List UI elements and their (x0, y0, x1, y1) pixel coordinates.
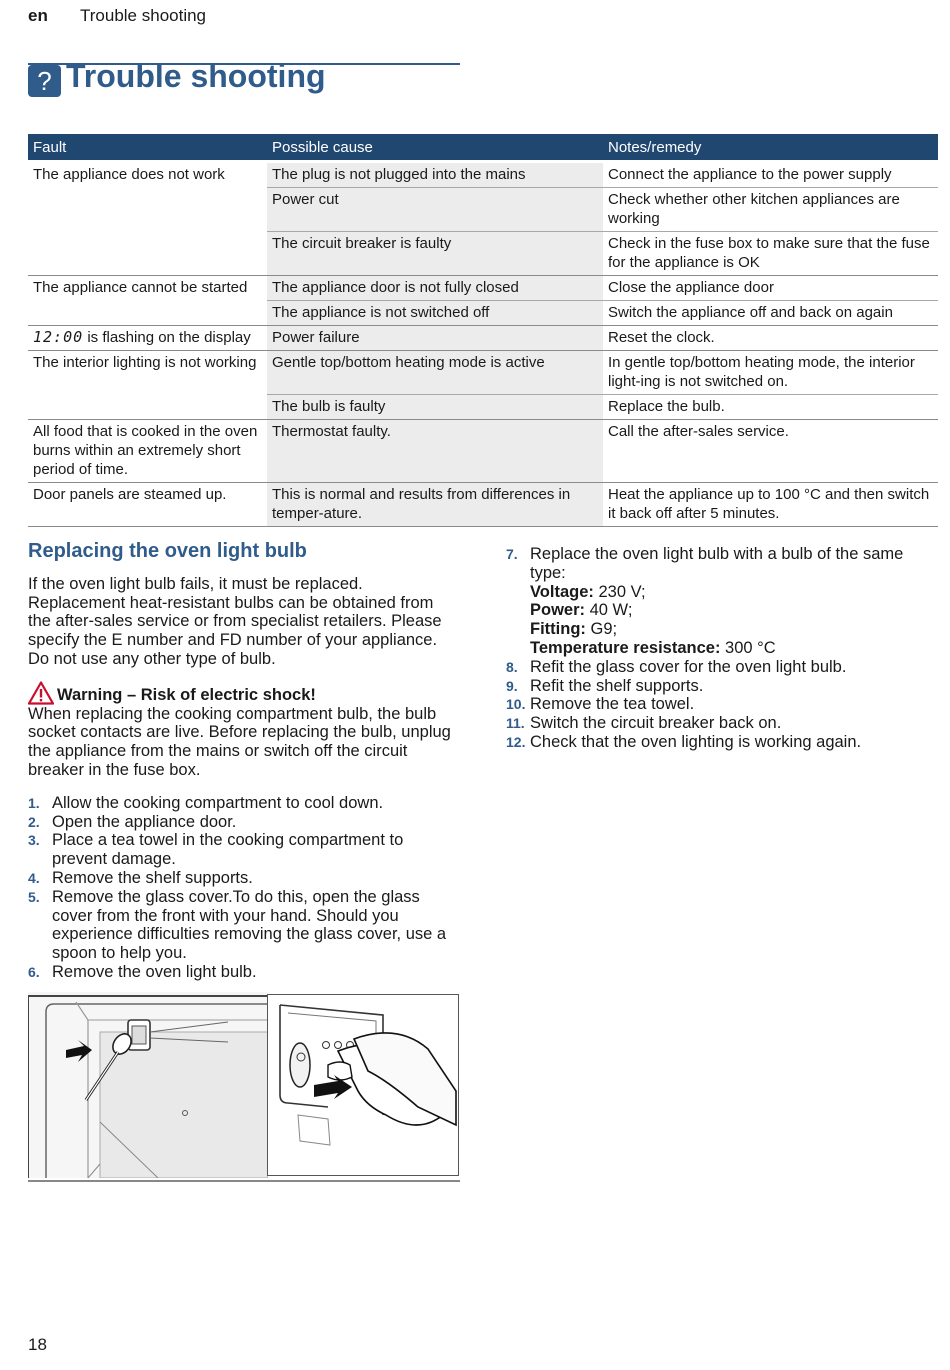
list-item (506, 733, 936, 752)
cause-cell: The plug is not plugged into the mains (267, 162, 603, 188)
spec-label: Temperature resistance: (530, 638, 721, 657)
column-header-remedy: Notes/remedy (603, 134, 938, 162)
language-code: en (28, 6, 48, 25)
remedy-cell: In gentle top/bottom heating mode, the interior light-ing is not switched on. (603, 351, 938, 395)
fault-cell (28, 301, 267, 326)
step-text: Place a tea towel in the cooking compartment to prevent damage. (52, 831, 404, 869)
spec-label: Voltage: (530, 582, 594, 601)
step-text: Allow the cooking compartment to cool down. (52, 793, 384, 812)
step-text: Check that the oven lighting is working again. (530, 732, 862, 751)
section-name: Trouble shooting (80, 6, 207, 25)
step-number: 11. (506, 715, 525, 732)
cause-cell: Power cut (267, 188, 603, 232)
remedy-cell: Close the appliance door (603, 276, 938, 301)
list-item (28, 888, 460, 963)
intro-paragraph: If the oven light bulb fails, it must be replaced. Replacement heat-resistant bulbs can be obtained from the after-sales service or from specialist retailers. Please specify the E number and FD number of your appliance. Do not use any other type of bulb. (28, 574, 442, 668)
table-row (28, 351, 938, 395)
spec-value: 230 V; (598, 582, 646, 601)
step-number: 12. (506, 733, 526, 750)
table-row (28, 395, 938, 420)
step-number: 5. (28, 888, 40, 905)
display-digits: 12:00 (33, 328, 84, 346)
table-row (28, 326, 938, 351)
list-item (28, 794, 460, 813)
fault-cell: All food that is cooked in the oven burns within an extremely short period of time. (28, 420, 267, 483)
spec-label: Fitting: (530, 620, 586, 639)
step-number: 1. (28, 794, 40, 811)
table-row (28, 420, 938, 483)
page-number: 18 (28, 1335, 47, 1354)
fault-cell: The appliance cannot be started (28, 276, 267, 301)
spec-label: Power: (530, 601, 586, 620)
cause-cell: The circuit breaker is faulty (267, 232, 603, 276)
warning-heading (28, 686, 460, 705)
remedy-cell: Call the after-sales service. (603, 420, 938, 483)
step-number: 7. (506, 546, 518, 562)
step-number: 2. (28, 813, 40, 830)
remedy-cell: Replace the bulb. (603, 395, 938, 420)
fault-cell (28, 232, 267, 276)
column-header-fault: Fault (28, 134, 267, 162)
remedy-cell: Check whether other kitchen appliances are working (603, 188, 938, 232)
left-column (28, 542, 460, 982)
spoon-removing-glass-cover-illustration (28, 992, 268, 1178)
step-text: Remove the glass cover.To do this, open the glass cover from the front with your hand. Should you experience difficulties removing the glass cover, use a spoon to help you. (52, 887, 447, 963)
step-number: 9. (506, 677, 518, 694)
remedy-cell: Check in the fuse box to make sure that the fuse for the appliance is OK (603, 232, 938, 276)
warning-text: When replacing the cooking compartment bulb, the bulb socket contacts are live. Before replacing the bulb, unplug the appliance from the mains or switch off the circuit breaker in the fuse box. (28, 704, 451, 779)
table-header-row (28, 134, 938, 162)
remedy-cell: Switch the appliance off and back on again (603, 301, 938, 326)
cause-cell: Thermostat faulty. (267, 420, 603, 483)
table-row (28, 188, 938, 232)
step-text: Remove the shelf supports. (52, 868, 253, 887)
section-heading: Replacing the oven light bulb (28, 540, 307, 562)
remedy-cell: Reset the clock. (603, 326, 938, 351)
table-row (28, 301, 938, 326)
cause-cell: This is normal and results from differences in temper-ature. (267, 483, 603, 527)
list-item (28, 831, 460, 869)
bulb-replacement-figure (28, 992, 460, 1182)
warning-title: Warning – Risk of electric shock! (57, 685, 316, 704)
table-row (28, 483, 938, 527)
step-number: 6. (28, 963, 40, 980)
step-number: 3. (28, 832, 40, 849)
table-row (28, 276, 938, 301)
step-text: Refit the shelf supports. (530, 676, 704, 695)
list-item (28, 813, 460, 832)
table-row (28, 162, 938, 188)
list-item (506, 545, 936, 658)
list-item (506, 677, 936, 696)
remedy-cell: Heat the appliance up to 100 °C and then switch it back off after 5 minutes. (603, 483, 938, 527)
step-text: Open the appliance door. (52, 812, 237, 831)
column-header-cause: Possible cause (267, 134, 603, 162)
fault-cell (28, 326, 267, 351)
step-text: Refit the glass cover for the oven light bulb. (530, 657, 847, 676)
step-number: 4. (28, 869, 40, 886)
list-item (506, 695, 936, 714)
page-title: Trouble shooting (66, 58, 326, 94)
hand-replacing-bulb-illustration (267, 994, 459, 1176)
fault-cell (28, 395, 267, 420)
cause-cell: The appliance door is not fully closed (267, 276, 603, 301)
cause-cell: Gentle top/bottom heating mode is active (267, 351, 603, 395)
step-text: Remove the tea towel. (530, 695, 695, 714)
fault-cell: The interior lighting is not working (28, 351, 267, 395)
spec-value: G9; (590, 620, 618, 639)
step-number: 10. (506, 696, 526, 713)
warning-triangle-icon (28, 681, 54, 705)
fault-text: is flashing on the display (87, 329, 251, 346)
troubleshooting-table (28, 134, 938, 527)
list-item (506, 714, 936, 733)
list-item (28, 963, 460, 982)
steps-list-continued (506, 545, 936, 752)
step-number: 8. (506, 658, 518, 675)
fault-cell: The appliance does not work (33, 166, 225, 183)
spec-value: 40 W; (589, 601, 633, 620)
step-text: Replace the oven light bulb with a bulb of the same type: (530, 545, 904, 582)
list-item (28, 869, 460, 888)
running-header (28, 6, 207, 26)
right-column (506, 545, 936, 752)
table-row (28, 232, 938, 276)
step-text: Switch the circuit breaker back on. (530, 714, 782, 733)
fault-cell (28, 188, 267, 232)
list-item (506, 658, 936, 677)
steps-list (28, 794, 460, 982)
cause-cell: The appliance is not switched off (267, 301, 603, 326)
cause-cell: The bulb is faulty (267, 395, 603, 420)
fault-cell: Door panels are steamed up. (28, 483, 267, 527)
cause-cell: Power failure (267, 326, 603, 351)
spec-value: 300 °C (725, 638, 776, 657)
question-icon: ? (28, 65, 61, 97)
step-text: Remove the oven light bulb. (52, 962, 257, 981)
remedy-cell: Connect the appliance to the power supply (608, 166, 892, 183)
